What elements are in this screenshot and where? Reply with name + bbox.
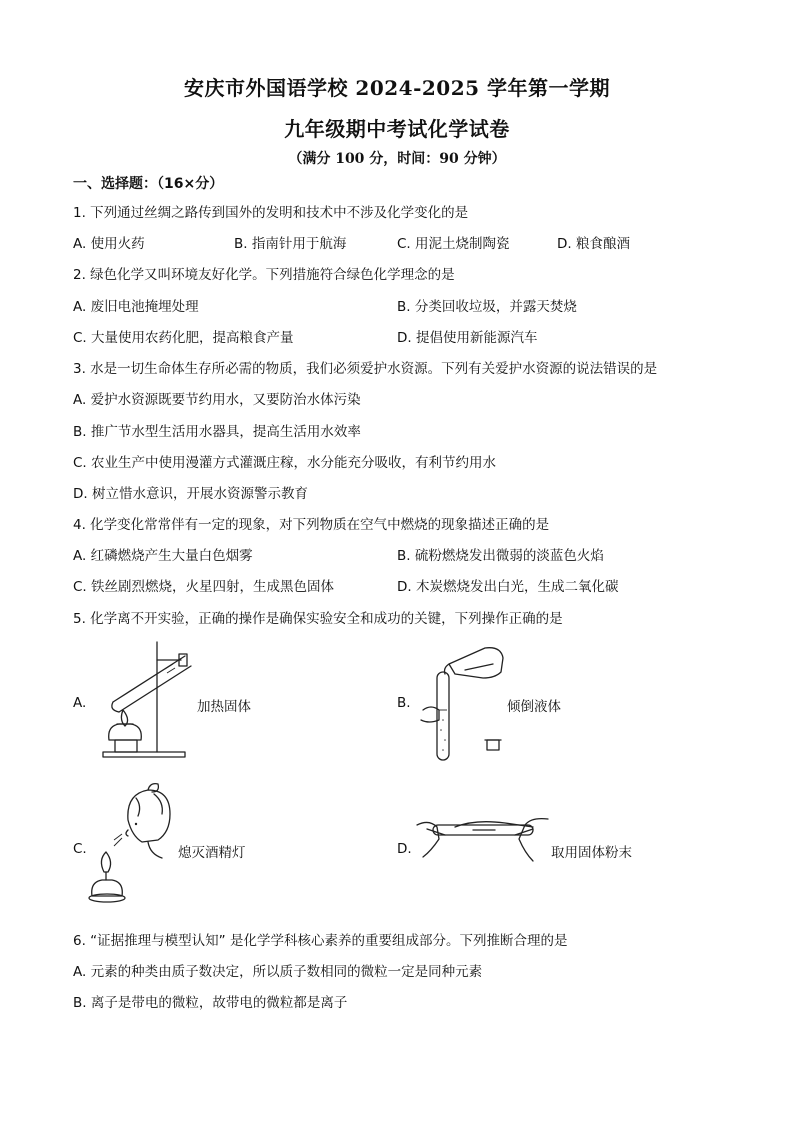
pouring-liquid-figure — [415, 640, 515, 765]
q6-option-b: B. 离子是带电的微粒，故带电的微粒都是离子 — [73, 995, 348, 1011]
q1-option-a: A. 使用火药 — [73, 236, 145, 252]
q3-option-a: A. 爱护水资源既要节约用水，又要防治水体污染 — [73, 392, 361, 408]
q3-option-b: B. 推广节水型生活用水器具，提高生活用水效率 — [73, 424, 361, 440]
q2-option-d: D. 提倡使用新能源汽车 — [397, 330, 538, 346]
q1-option-c: C. 用泥土烧制陶瓷 — [397, 236, 510, 252]
q4-option-c: C. 铁丝剧烈燃烧，火星四射，生成黑色固体 — [73, 579, 335, 595]
q5-option-d-letter: D. — [397, 841, 412, 857]
exam-title: 安庆市外国语学校 2024-2025 学年第一学期 — [183, 76, 611, 100]
q4-option-d: D. 木炭燃烧发出白光，生成二氧化碳 — [397, 579, 619, 595]
q1-option-d: D. 粮食酿酒 — [557, 236, 630, 252]
q4-stem: 4. 化学变化常常伴有一定的现象，对下列物质在空气中燃烧的现象描述正确的是 — [73, 517, 550, 533]
exam-score-time: （满分 100 分，时间：90 分钟） — [288, 151, 506, 167]
q5-stem: 5. 化学离不开实验，正确的操作是确保实验安全和成功的关键，下列操作正确的是 — [73, 611, 563, 627]
q4-option-b: B. 硫粉燃烧发出微弱的淡蓝色火焰 — [397, 548, 604, 564]
q5-option-b-label: 倾倒液体 — [507, 699, 561, 715]
q1-option-b: B. 指南针用于航海 — [234, 236, 347, 252]
q2-option-c: C. 大量使用农药化肥，提高粮食产量 — [73, 330, 294, 346]
section-heading: 一、选择题：（16×分） — [73, 176, 224, 192]
q6-stem: 6. “证据推理与模型认知” 是化学学科核心素养的重要组成部分。下列推断合理的是 — [73, 933, 568, 949]
extinguish-lamp-figure — [88, 780, 183, 915]
q5-option-d-label: 取用固体粉末 — [551, 845, 632, 861]
take-powder-figure — [415, 805, 550, 875]
q3-stem: 3. 水是一切生命体生存所必需的物质，我们必须爱护水资源。下列有关爱护水资源的说法错误的是 — [73, 361, 658, 377]
q1-stem: 1. 下列通过丝绸之路传到国外的发明和技术中不涉及化学变化的是 — [73, 205, 469, 221]
heating-solid-figure — [95, 640, 195, 760]
q6-option-a: A. 元素的种类由质子数决定，所以质子数相同的微粒一定是同种元素 — [73, 964, 483, 980]
q3-option-c: C. 农业生产中使用漫灌方式灌溉庄稼，水分能充分吸收，有利节约用水 — [73, 455, 497, 471]
q2-stem: 2. 绿色化学又叫环境友好化学。下列措施符合绿色化学理念的是 — [73, 267, 455, 283]
q2-option-a: A. 废旧电池掩埋处理 — [73, 299, 199, 315]
q5-option-c-letter: C. — [73, 841, 87, 857]
q5-option-a-label: 加热固体 — [197, 699, 251, 715]
q2-option-b: B. 分类回收垃圾，并露天焚烧 — [397, 299, 577, 315]
q3-option-d: D. 树立惜水意识，开展水资源警示教育 — [73, 486, 308, 502]
q5-option-b-letter: B. — [397, 695, 411, 711]
q5-option-c-label: 熄灭酒精灯 — [178, 845, 246, 861]
q5-option-a-letter: A. — [73, 695, 87, 711]
q4-option-a: A. 红磷燃烧产生大量白色烟雾 — [73, 548, 253, 564]
exam-subtitle-grade: 九年级期中考试化学试卷 — [284, 117, 510, 141]
